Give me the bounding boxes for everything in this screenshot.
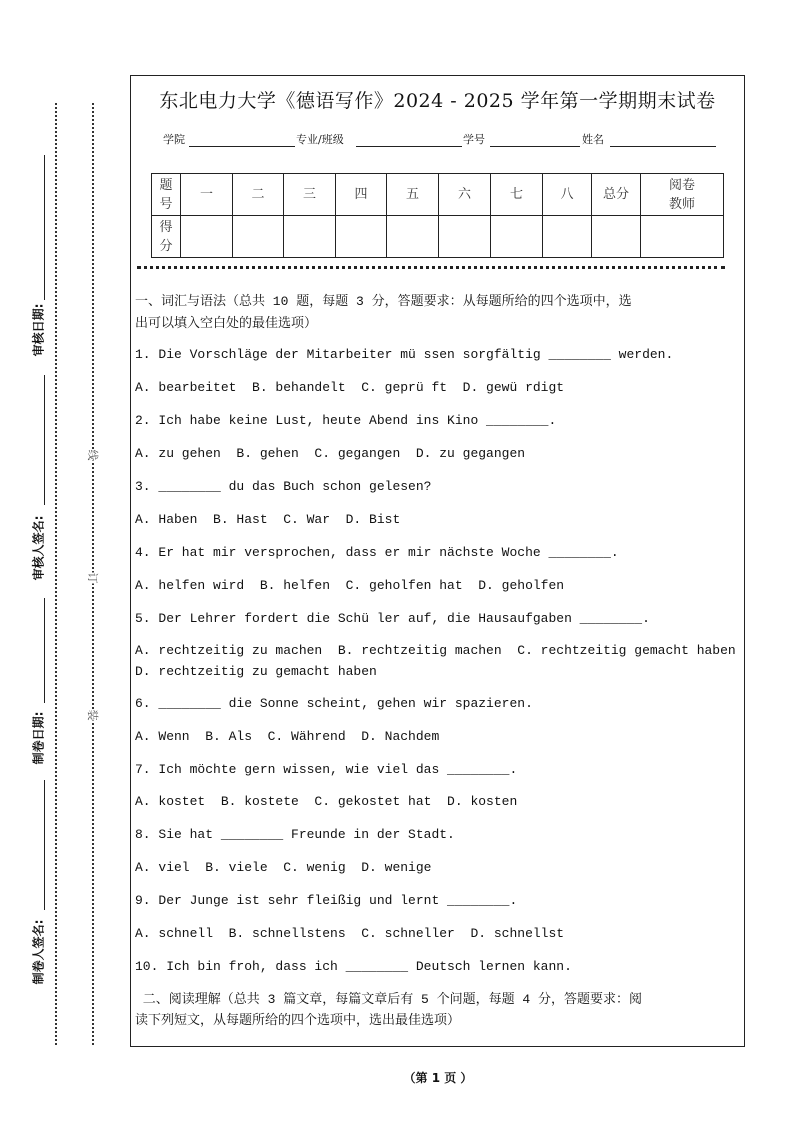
binding-mark-zhuang: 装 xyxy=(86,709,99,721)
section-instruction: 二、阅读理解（总共 3 篇文章，每篇文章后有 5 个问题，每题 4 分，答题要求：阅 xyxy=(135,992,643,1007)
question-text: 9. Der Junge ist sehr fleißig und lernt ________. xyxy=(135,893,518,908)
field-label-name: 姓名 xyxy=(582,133,604,146)
score-cell[interactable] xyxy=(181,216,233,258)
header-cell: 阅卷 教师 xyxy=(641,174,724,216)
section-instruction: 读下列短文，从每题所给的四个选项中，选出最佳选项） xyxy=(135,1013,461,1028)
binding-mark-xian: 线 xyxy=(86,449,99,461)
header-cell: 一 xyxy=(181,174,233,216)
header-cell: 二 xyxy=(233,174,284,216)
review-date-label: 审核日期: xyxy=(31,303,46,357)
answer-options: A. rechtzeitig zu machen B. rechtzeitig machen C. rechtzeitig gemacht haben xyxy=(135,643,736,658)
section-instruction: 一、词汇与语法（总共 10 题，每题 3 分，答题要求：从每题所给的四个选项中，选 xyxy=(135,294,632,309)
question-text: 2. Ich habe keine Lust, heute Abend ins Kino ________. xyxy=(135,413,557,428)
question-text: 3. ________ du das Buch schon gelesen? xyxy=(135,479,432,494)
binding-dotted-line xyxy=(55,103,57,1045)
field-label-college: 学院 xyxy=(163,133,185,146)
question-text: 7. Ich möchte gern wissen, wie viel das ________. xyxy=(135,762,518,777)
page-number: （第 1 页 ） xyxy=(403,1071,473,1085)
paper-maker-signature-blank[interactable] xyxy=(44,780,45,910)
answer-options: A. zu gehen B. gehen C. gegangen D. zu gegangen xyxy=(135,446,526,461)
question-text: 10. Ich bin froh, dass ich ________ Deutsch lernen kann. xyxy=(135,959,572,974)
question-text: 5. Der Lehrer fordert die Schü ler auf, die Hausaufgaben ________. xyxy=(135,611,650,626)
score-cell[interactable] xyxy=(387,216,439,258)
answer-options: A. helfen wird B. helfen C. geholfen hat D. geholfen xyxy=(135,578,565,593)
header-cell: 三 xyxy=(284,174,336,216)
header-cell: 六 xyxy=(439,174,491,216)
major-class-blank[interactable] xyxy=(356,146,462,147)
score-row-label: 得 分 xyxy=(152,216,181,258)
header-cell: 总分 xyxy=(592,174,641,216)
student-id-blank[interactable] xyxy=(490,146,580,147)
question-text: 6. ________ die Sonne scheint, gehen wir spazieren. xyxy=(135,696,533,711)
header-cell: 五 xyxy=(387,174,439,216)
score-cell[interactable] xyxy=(439,216,491,258)
field-label-student-id: 学号 xyxy=(463,133,485,146)
paper-date-label: 制卷日期: xyxy=(31,711,46,765)
paper-date-blank[interactable] xyxy=(44,598,45,703)
header-cell: 四 xyxy=(336,174,387,216)
answer-options: A. viel B. viele C. wenig D. wenige xyxy=(135,860,432,875)
header-cell: 八 xyxy=(543,174,592,216)
score-cell[interactable] xyxy=(336,216,387,258)
reviewer-signature-blank[interactable] xyxy=(44,375,45,505)
header-cell: 题 号 xyxy=(152,174,181,216)
header-cell: 七 xyxy=(491,174,543,216)
section-instruction: 出可以填入空白处的最佳选项） xyxy=(135,316,318,331)
field-label-major-class: 专业/班级 xyxy=(296,133,344,146)
score-cell[interactable] xyxy=(491,216,543,258)
answer-options: A. bearbeitet B. behandelt C. geprü ft D. gewü rdigt xyxy=(135,380,565,395)
score-table xyxy=(151,173,724,258)
score-cell[interactable] xyxy=(592,216,641,258)
score-table-score-row xyxy=(152,216,724,258)
college-blank[interactable] xyxy=(189,146,295,147)
name-blank[interactable] xyxy=(610,146,716,147)
answer-options: A. kostet B. kostete C. gekostet hat D. kosten xyxy=(135,794,518,809)
score-table-header-row xyxy=(152,174,724,216)
exam-title: 东北电力大学《德语写作》2024 - 2025 学年第一学期期末试卷 xyxy=(159,90,716,112)
question-text: 1. Die Vorschläge der Mitarbeiter mü ssen sorgfältig ________ werden. xyxy=(135,347,674,362)
score-cell[interactable] xyxy=(641,216,724,258)
answer-options: A. schnell B. schnellstens C. schneller D. schnellst xyxy=(135,926,565,941)
paper-maker-signature-label: 制卷人签名: xyxy=(31,919,46,985)
answer-options: D. rechtzeitig zu gemacht haben xyxy=(135,664,377,679)
reviewer-signature-label: 审核人签名: xyxy=(31,515,46,581)
review-date-blank[interactable] xyxy=(44,155,45,300)
answer-options: A. Haben B. Hast C. War D. Bist xyxy=(135,512,401,527)
binding-mark-ding: 订 xyxy=(86,572,99,584)
answer-options: A. Wenn B. Als C. Während D. Nachdem xyxy=(135,729,440,744)
question-text: 8. Sie hat ________ Freunde in der Stadt. xyxy=(135,827,455,842)
score-cell[interactable] xyxy=(543,216,592,258)
score-cell[interactable] xyxy=(284,216,336,258)
score-cell[interactable] xyxy=(233,216,284,258)
question-text: 4. Er hat mir versprochen, dass er mir nächste Woche ________. xyxy=(135,545,619,560)
dotted-separator xyxy=(137,266,725,269)
